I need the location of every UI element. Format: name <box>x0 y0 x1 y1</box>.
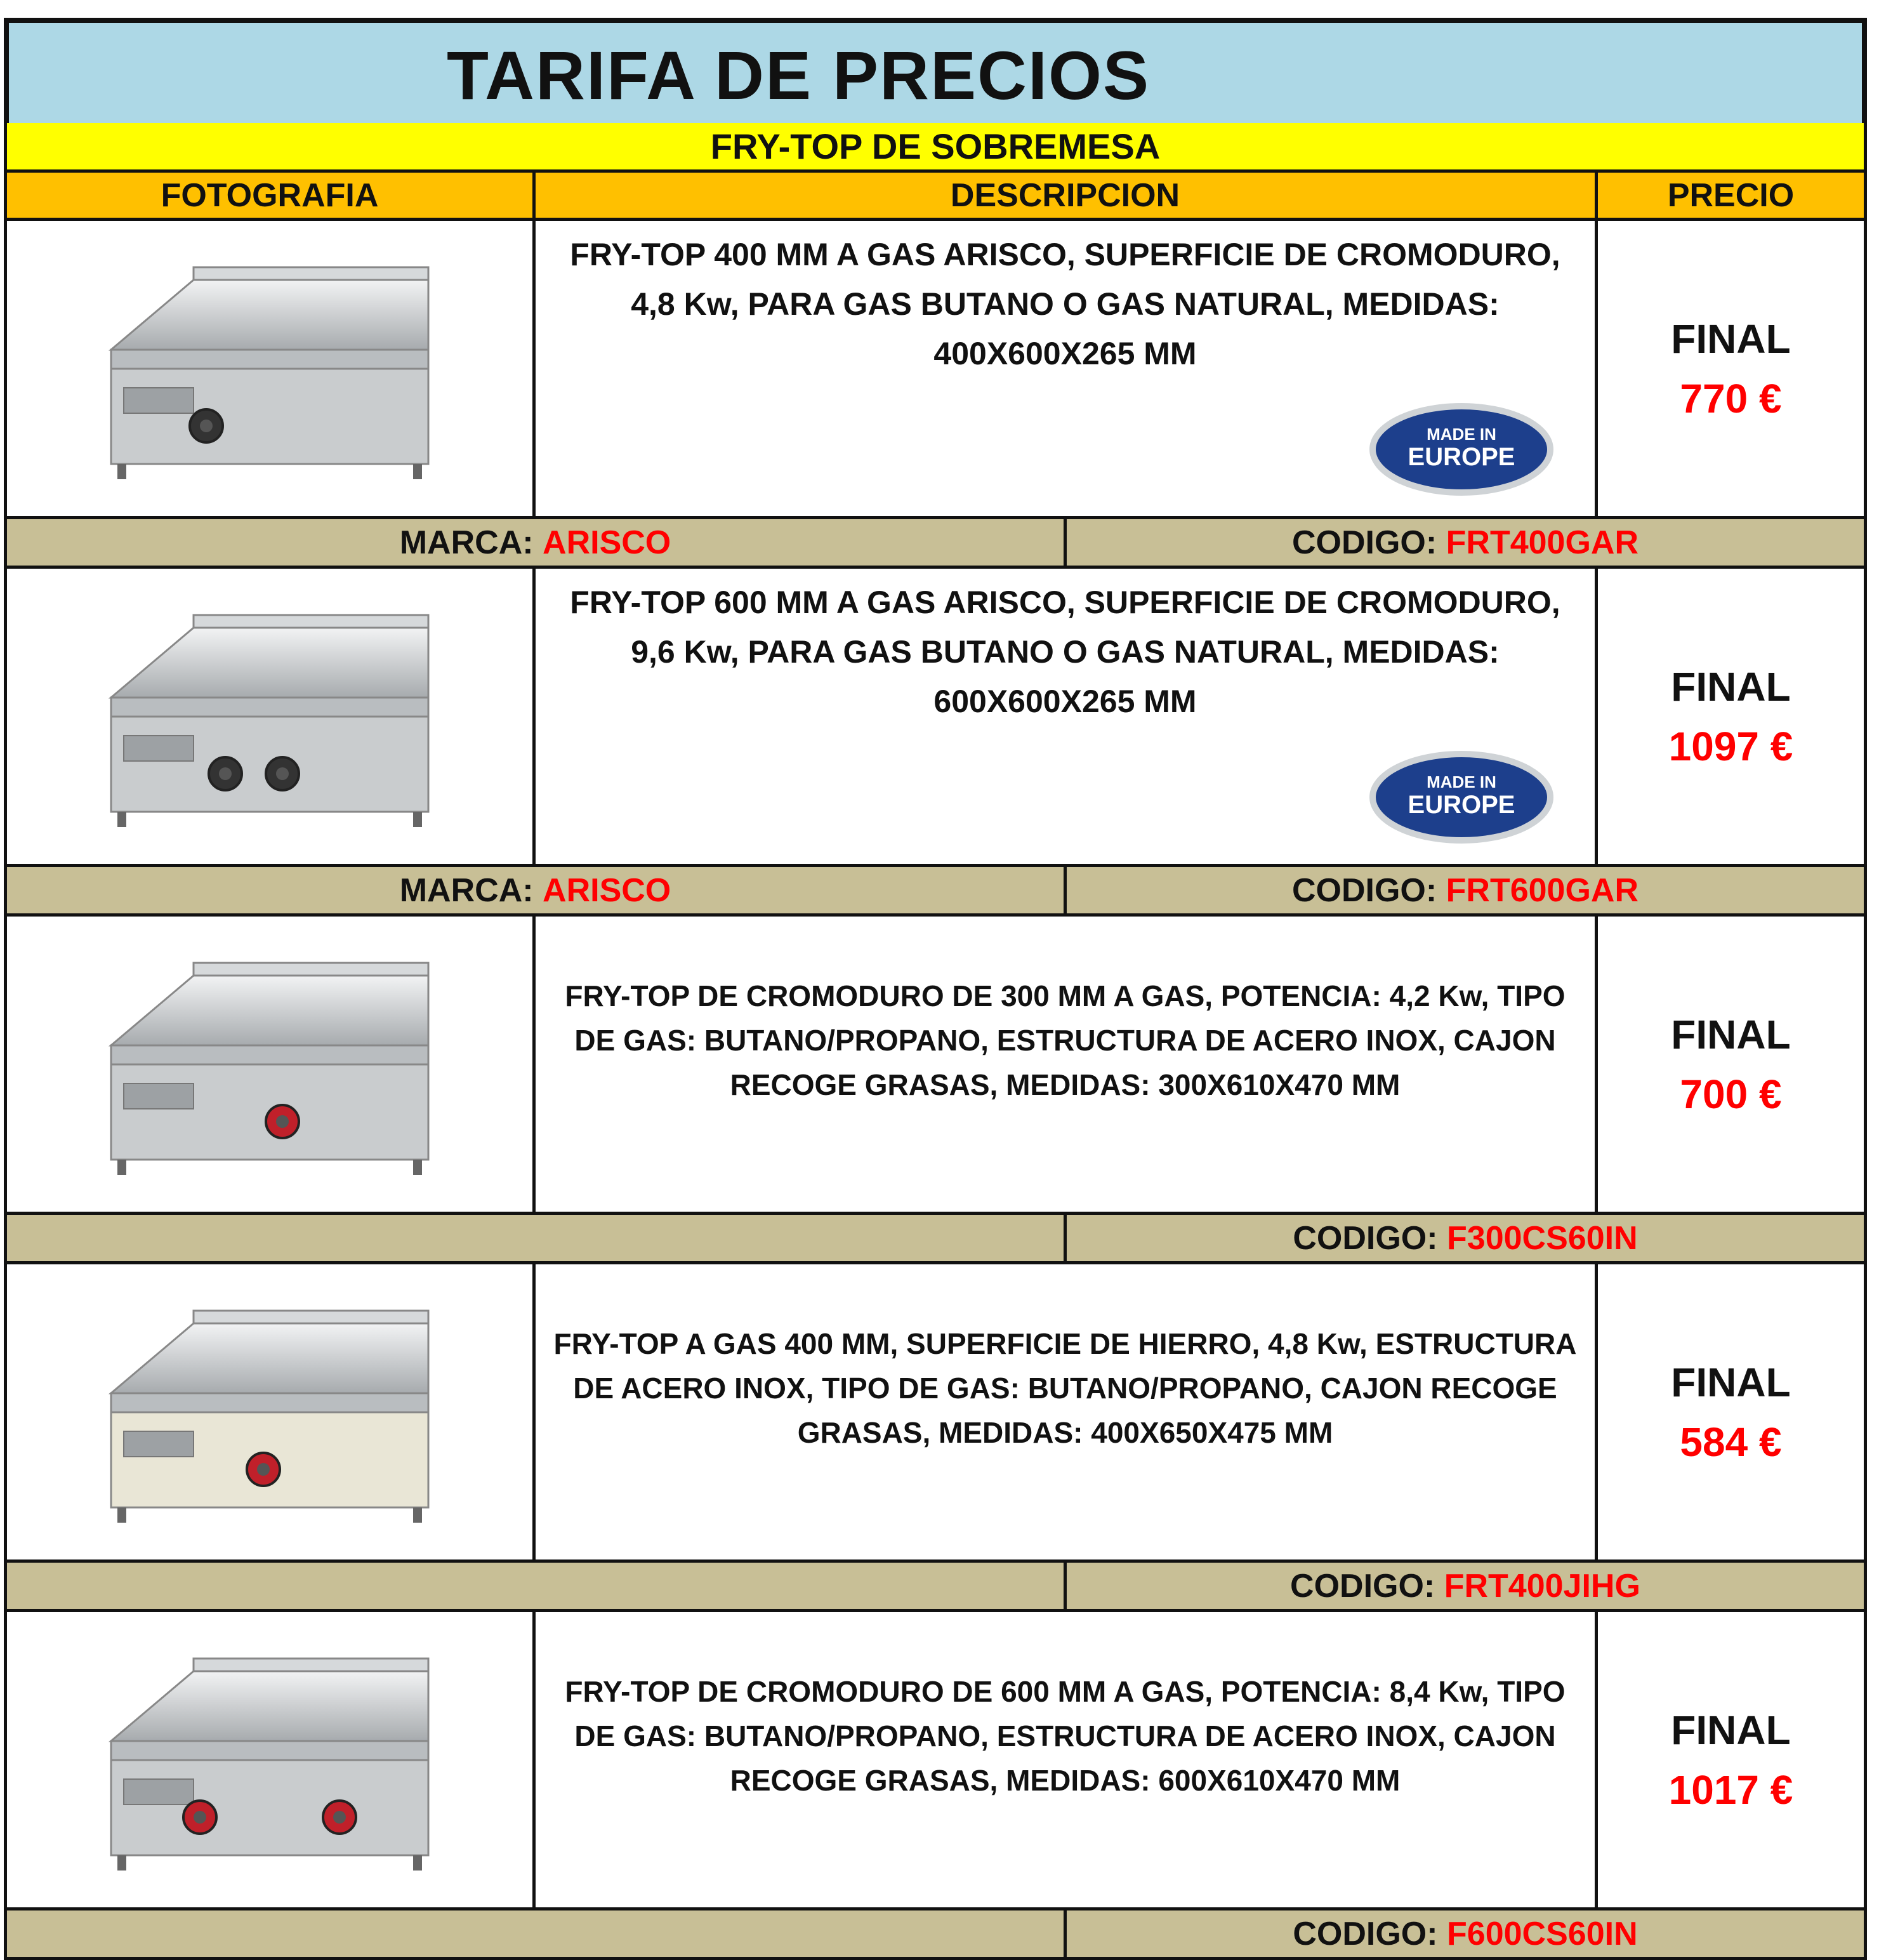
product-description-cell <box>536 1264 1598 1559</box>
griddle-illustration <box>73 1285 466 1539</box>
product-row <box>4 1264 1867 1563</box>
code-cell <box>1067 1563 1864 1609</box>
product-description-cell <box>536 1612 1598 1907</box>
column-header-price: PRECIO <box>1667 176 1795 214</box>
price-final-label: FINAL <box>1671 315 1791 362</box>
product-price-cell <box>1598 1612 1864 1907</box>
price-value: 584 € <box>1680 1419 1782 1465</box>
product-description-cell <box>536 917 1598 1212</box>
product-description-cell <box>536 221 1598 516</box>
code-value: F600CS60IN <box>1447 1915 1638 1952</box>
code-cell <box>1067 519 1864 566</box>
product-description: FRY-TOP 600 MM A GAS ARISCO, SUPERFICIE DE CROMODURO, 9,6 Kw, PARA GAS BUTANO O GAS NATURAL, MEDIDAS: 600X600X265 MM <box>570 585 1560 719</box>
product-description: FRY-TOP 400 MM A GAS ARISCO, SUPERFICIE DE CROMODURO, 4,8 Kw, PARA GAS BUTANO O GAS NATURAL, MEDIDAS: 400X600X265 MM <box>570 237 1560 371</box>
product-photo <box>7 1612 536 1907</box>
product-meta-row <box>4 867 1867 917</box>
price-value: 770 € <box>1680 375 1782 421</box>
price-value: 1017 € <box>1668 1766 1793 1813</box>
product-price-cell <box>1598 1264 1864 1559</box>
code-cell <box>1067 1215 1864 1261</box>
griddle-illustration <box>73 242 466 496</box>
code-value: FRT600GAR <box>1446 871 1639 909</box>
griddle-illustration <box>73 937 466 1191</box>
code-value: FRT400JIHG <box>1444 1567 1640 1605</box>
svg-text:MADE IN: MADE IN <box>1427 425 1496 444</box>
product-photo <box>7 569 536 864</box>
made-in-europe-badge <box>1366 750 1557 845</box>
code-value: FRT400GAR <box>1446 524 1639 561</box>
price-final-label: FINAL <box>1671 1359 1791 1405</box>
brand-cell <box>7 1563 1067 1609</box>
brand-value: ARISCO <box>543 871 671 909</box>
code-label: CODIGO: <box>1290 1567 1435 1605</box>
product-description: FRY-TOP DE CROMODURO DE 600 MM A GAS, POTENCIA: 8,4 Kw, TIPO DE GAS: BUTANO/PROPANO, ESTRUCTURA DE ACERO INOX, CAJON RECOGE GRASAS, MEDIDAS: 600X610X470 MM <box>565 1675 1566 1797</box>
code-label: CODIGO: <box>1293 1219 1438 1257</box>
svg-text:EUROPE: EUROPE <box>1408 791 1515 819</box>
code-cell <box>1067 867 1864 913</box>
product-meta-row <box>4 1563 1867 1612</box>
code-label: CODIGO: <box>1291 871 1437 909</box>
brand-label: MARCA: <box>399 524 534 561</box>
product-row <box>4 569 1867 867</box>
made-in-europe-badge <box>1366 402 1557 497</box>
brand-cell <box>7 1910 1067 1957</box>
brand-cell <box>7 519 1067 566</box>
product-row <box>4 917 1867 1215</box>
price-final-label: FINAL <box>1671 1707 1791 1753</box>
brand-label: MARCA: <box>399 871 534 909</box>
svg-text:MADE IN: MADE IN <box>1427 772 1496 791</box>
product-description: FRY-TOP A GAS 400 MM, SUPERFICIE DE HIERRO, 4,8 Kw, ESTRUCTURA DE ACERO INOX, TIPO DE GAS: BUTANO/PROPANO, CAJON RECOGE GRASAS, MEDIDAS: 400X650X475 MM <box>553 1327 1577 1449</box>
product-description: FRY-TOP DE CROMODURO DE 300 MM A GAS, POTENCIA: 4,2 Kw, TIPO DE GAS: BUTANO/PROPANO, ESTRUCTURA DE ACERO INOX, CAJON RECOGE GRASAS, MEDIDAS: 300X610X470 MM <box>565 979 1566 1101</box>
section-title: FRY-TOP DE SOBREMESA <box>710 126 1161 166</box>
code-label: CODIGO: <box>1291 524 1437 561</box>
code-label: CODIGO: <box>1293 1915 1438 1952</box>
title-bar <box>4 18 1867 128</box>
product-meta-row <box>4 519 1867 569</box>
product-description-cell <box>536 569 1598 864</box>
section-header <box>4 123 1867 173</box>
brand-cell <box>7 867 1067 913</box>
svg-text:EUROPE: EUROPE <box>1408 443 1515 471</box>
product-price-cell <box>1598 569 1864 864</box>
column-header-row <box>4 173 1867 221</box>
product-row <box>4 1612 1867 1910</box>
price-final-label: FINAL <box>1671 1011 1791 1057</box>
griddle-illustration <box>73 590 466 844</box>
brand-cell <box>7 1215 1067 1261</box>
product-meta-row <box>4 1215 1867 1264</box>
product-row <box>4 221 1867 519</box>
griddle-illustration <box>73 1633 466 1887</box>
column-header-photo: FOTOGRAFIA <box>7 173 536 218</box>
product-price-cell <box>1598 221 1864 516</box>
product-price-cell <box>1598 917 1864 1212</box>
product-photo <box>7 1264 536 1559</box>
product-photo <box>7 917 536 1212</box>
price-final-label: FINAL <box>1671 663 1791 710</box>
column-header-description: DESCRIPCION <box>536 173 1598 218</box>
product-photo <box>7 221 536 516</box>
code-value: F300CS60IN <box>1447 1219 1638 1257</box>
price-value: 1097 € <box>1668 723 1793 769</box>
price-table <box>4 123 1867 1960</box>
code-cell <box>1067 1910 1864 1957</box>
price-value: 700 € <box>1680 1071 1782 1117</box>
product-meta-row <box>4 1910 1867 1960</box>
brand-value: ARISCO <box>543 524 671 561</box>
page-title: TARIFA DE PRECIOS <box>447 37 1150 114</box>
